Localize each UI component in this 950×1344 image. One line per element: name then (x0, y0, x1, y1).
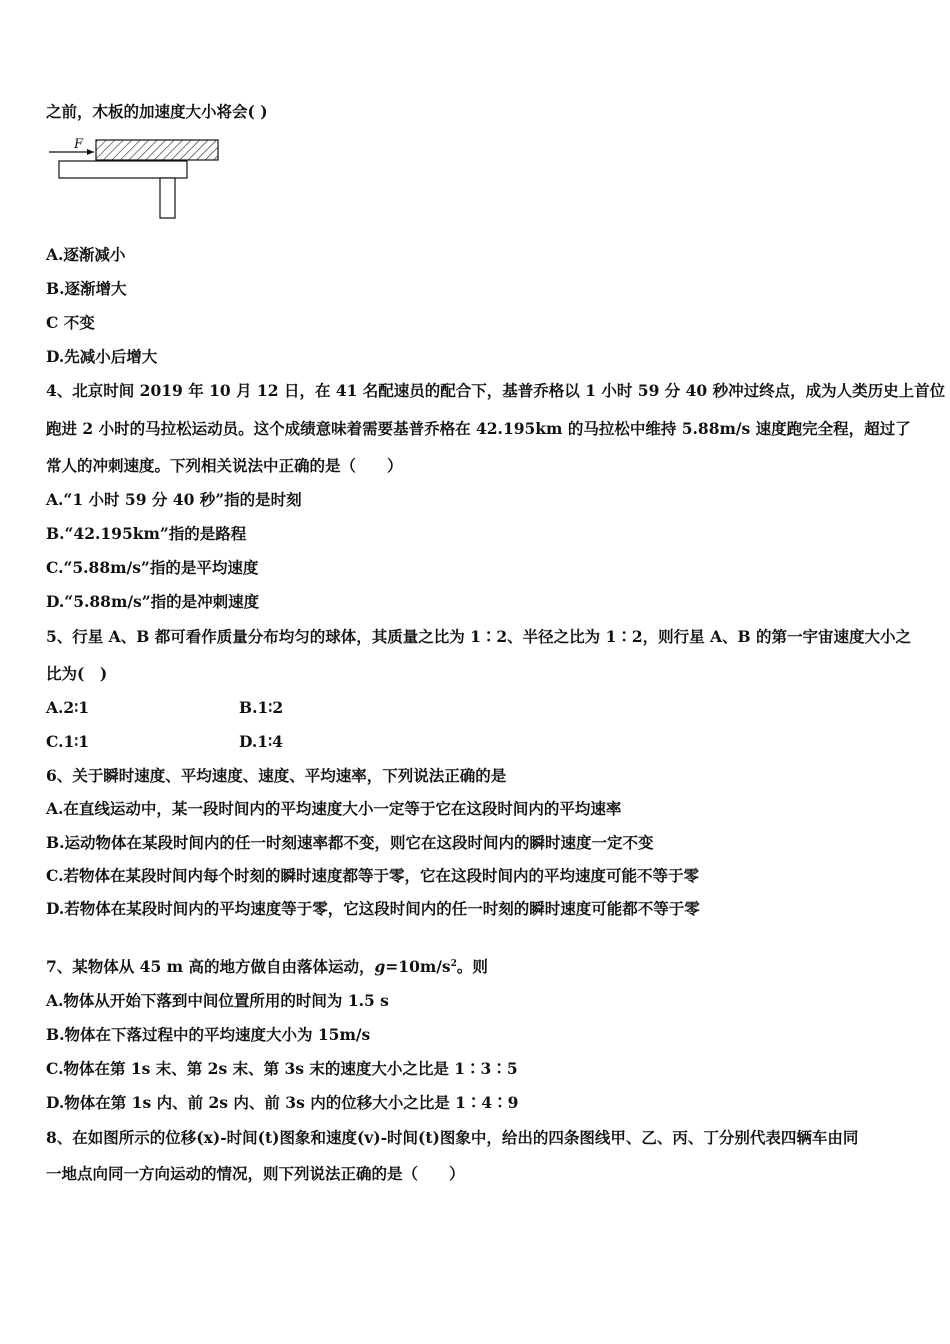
q6-option-c: C.若物体在某段时间内每个时刻的瞬时速度都等于零，它在这段时间内的平均速度可能不等于零 (46, 866, 699, 885)
q6-stem: 6、关于瞬时速度、平均速度、速度、平均速率，下列说法正确的是 (46, 766, 507, 785)
q5-option-c: C.1∶1 (46, 732, 90, 751)
q4-option-a: A.“1 小时 59 分 40 秒”指的是时刻 (46, 490, 302, 509)
q4-stem-line1: 4、北京时间 2019 年 10 月 12 日，在 41 名配速员的配合下，基普乔格以 1 小时 59 分 40 秒冲过终点，成为人类历史上首位 (46, 381, 946, 400)
q6-option-a: A.在直线运动中，某一段时间内的平均速度大小一定等于它在这段时间内的平均速率 (46, 799, 622, 818)
q7-option-a: A.物体从开始下落到中间位置所用的时间为 1.5 s (46, 991, 389, 1010)
q3-option-b: B.逐渐增大 (46, 279, 127, 298)
force-label: F (74, 137, 84, 152)
q3-option-a: A.逐渐减小 (46, 245, 126, 264)
q6-option-d: D.若物体在某段时间内的平均速度等于零，它这段时间内的任一时刻的瞬时速度可能都不等于零 (46, 899, 700, 918)
q7-option-d: D.物体在第 1s 内、前 2s 内、前 3s 内的位移大小之比是 1∶4∶9 (46, 1093, 519, 1112)
q4-stem-line2: 跑进 2 小时的马拉松运动员。这个成绩意味着需要基普乔格在 42.195km 的马拉松中维持 5.88m/s 速度跑完全程，超过了 (46, 419, 911, 438)
q7-option-b: B.物体在下落过程中的平均速度大小为 15m/s (46, 1025, 371, 1044)
q4-option-b: B.“42.195km”指的是路程 (46, 524, 247, 543)
q7-stem: 7、某物体从 45 m 高的地方做自由落体运动，$g=10m/s^2$。则 (46, 957, 488, 976)
q7-option-c: C.物体在第 1s 末、第 2s 末、第 3s 末的速度大小之比是 1∶3∶5 (46, 1059, 518, 1078)
q3-option-d: D.先减小后增大 (46, 347, 158, 366)
q5-option-b: B.1∶2 (239, 698, 284, 717)
wooden-board (59, 161, 187, 178)
q5-option-a: A.2∶1 (46, 698, 90, 717)
q4-option-d: D.“5.88m/s”指的是冲刺速度 (46, 592, 260, 611)
q5-stem-line1: 5、行星 A、B 都可看作质量分布均匀的球体，其质量之比为 1∶2、半径之比为 1∶2，则行星 A、B 的第一宇宙速度大小之 (46, 627, 912, 646)
force-arrowhead (87, 149, 94, 155)
hatched-block (96, 140, 218, 160)
q8-stem-line1: 8、在如图所示的位移(x)-时间(t)图象和速度(v)-时间(t)图象中，给出的四条图线甲、乙、丙、丁分别代表四辆车由同 (46, 1128, 859, 1147)
q4-stem-line3: 常人的冲刺速度。下列相关说法中正确的是（ ） (46, 456, 403, 475)
support-post (160, 178, 175, 218)
q3-stem-tail: 之前，木板的加速度大小将会( ) (46, 102, 268, 121)
q4-option-c: C.“5.88m/s”指的是平均速度 (46, 558, 259, 577)
q6-option-b: B.运动物体在某段时间内的任一时刻速率都不变，则它在这段时间内的瞬时速度一定不变 (46, 833, 654, 852)
q5-option-d: D.1∶4 (239, 732, 283, 751)
board-block-figure (46, 132, 226, 222)
q3-option-c: C 不变 (46, 313, 95, 332)
q8-stem-line2: 一地点向同一方向运动的情况，则下列说法正确的是（ ） (46, 1164, 465, 1183)
q5-stem-line2: 比为( ) (46, 664, 108, 683)
